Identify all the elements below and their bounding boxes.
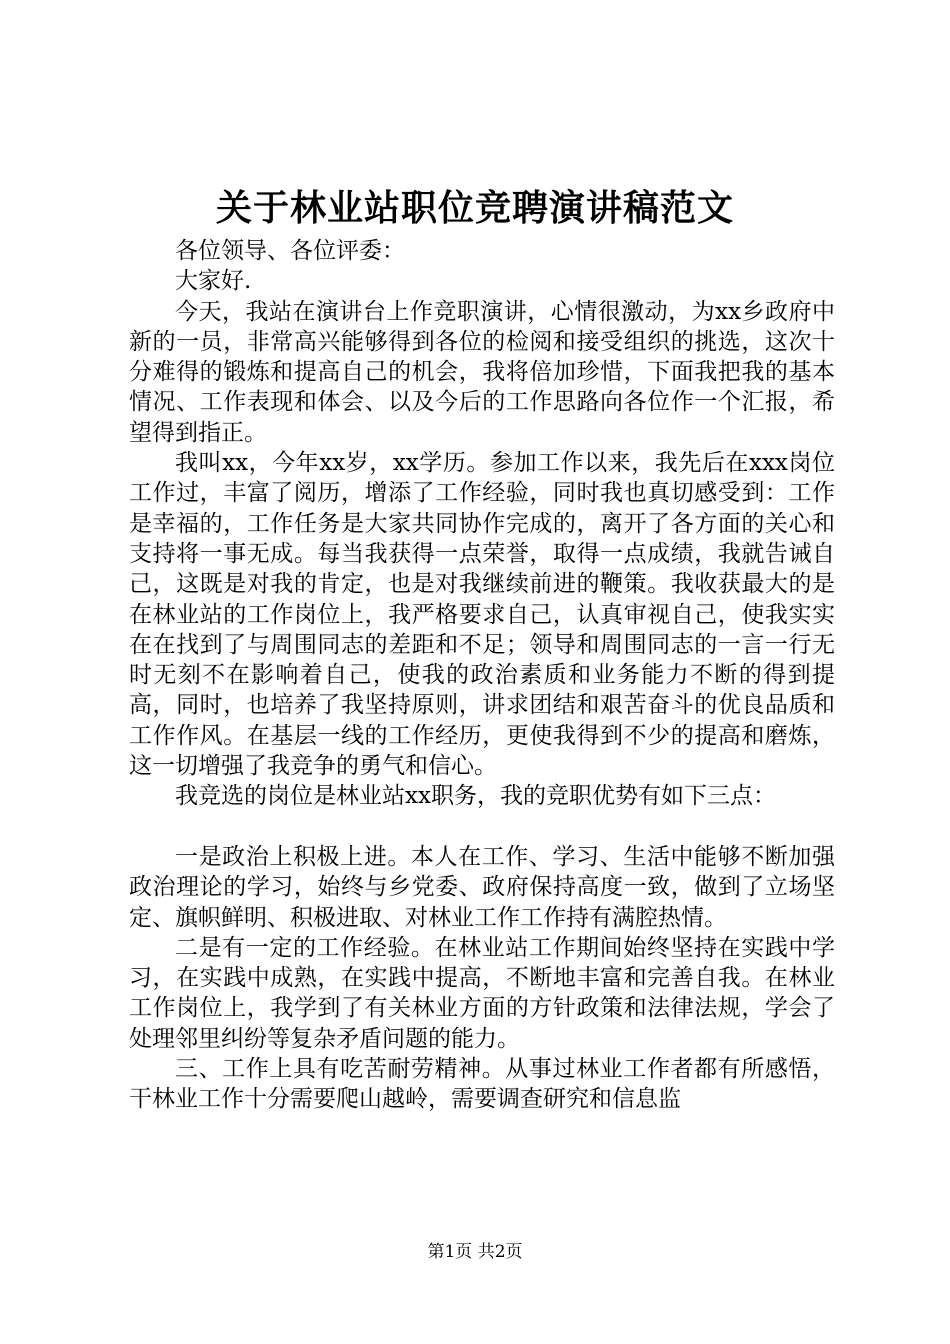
document-body	[129, 236, 835, 1115]
paragraph: 我竞选的岗位是林业站xx职务，我的竞职优势有如下三点：	[175, 783, 776, 810]
document-title: 关于林业站职位竞聘演讲稿范文	[215, 187, 734, 229]
greeting: 大家好.	[175, 268, 252, 295]
paragraph: 三、工作上具有吃苦耐劳精神。从事过林业工作者都有所感悟，干林业工作十分需要爬山越岭，需要调查研究和信息监	[129, 1056, 835, 1113]
page-footer: 第1页 共2页	[427, 1242, 523, 1262]
paragraph: 我叫xx，今年xx岁，xx学历。参加工作以来，我先后在xxx岗位工作过，丰富了阅历，增添了工作经验，同时我也真切感受到：工作是幸福的，工作任务是大家共同协作完成的，离开了各方面的关心和支持将一事无成。每当我获得一点荣誉，取得一点成绩，我就告诫自己，这既是对我的肯定，也是对我继续前进的鞭策。我收获最大的是在林业站的工作岗位上，我严格要求自己，认真审视自己，使我实实在在找到了与周围同志的差距和不足；领导和周围同志的一言一行无时无刻不在影响着自己，使我的政治素质和业务能力不断的得到提高，同时，也培养了我坚持原则，讲求团结和艰苦奋斗的优良品质和工作作风。在基层一线的工作经历，更使我得到不少的提高和磨炼，这一切增强了我竞争的勇气和信心。	[129, 450, 835, 780]
paragraph: 今天，我站在演讲台上作竞职演讲，心情很激动，为xx乡政府中新的一员，非常高兴能够得到各位的检阅和接受组织的挑选，这次十分难得的锻炼和提高自己的机会，我将倍加珍惜，下面我把我的基本情况、工作表现和体会、以及今后的工作思路向各位作一个汇报，希望得到指正。	[129, 298, 835, 446]
paragraph: 一是政治上积极上进。本人在工作、学习、生活中能够不断加强政治理论的学习，始终与乡党委、政府保持高度一致，做到了立场坚定、旗帜鲜明、积极进取、对林业工作工作持有满腔热情。	[129, 843, 835, 931]
salutation: 各位领导、各位评委：	[175, 238, 405, 264]
paragraph: 二是有一定的工作经验。在林业站工作期间始终坚持在实践中学习，在实践中成熟，在实践中提高，不断地丰富和完善自我。在林业工作岗位上，我学到了有关林业方面的方针政策和法律法规，学会了处理邻里纠纷等复杂矛盾问题的能力。	[129, 934, 835, 1052]
blank-line	[129, 812, 835, 842]
